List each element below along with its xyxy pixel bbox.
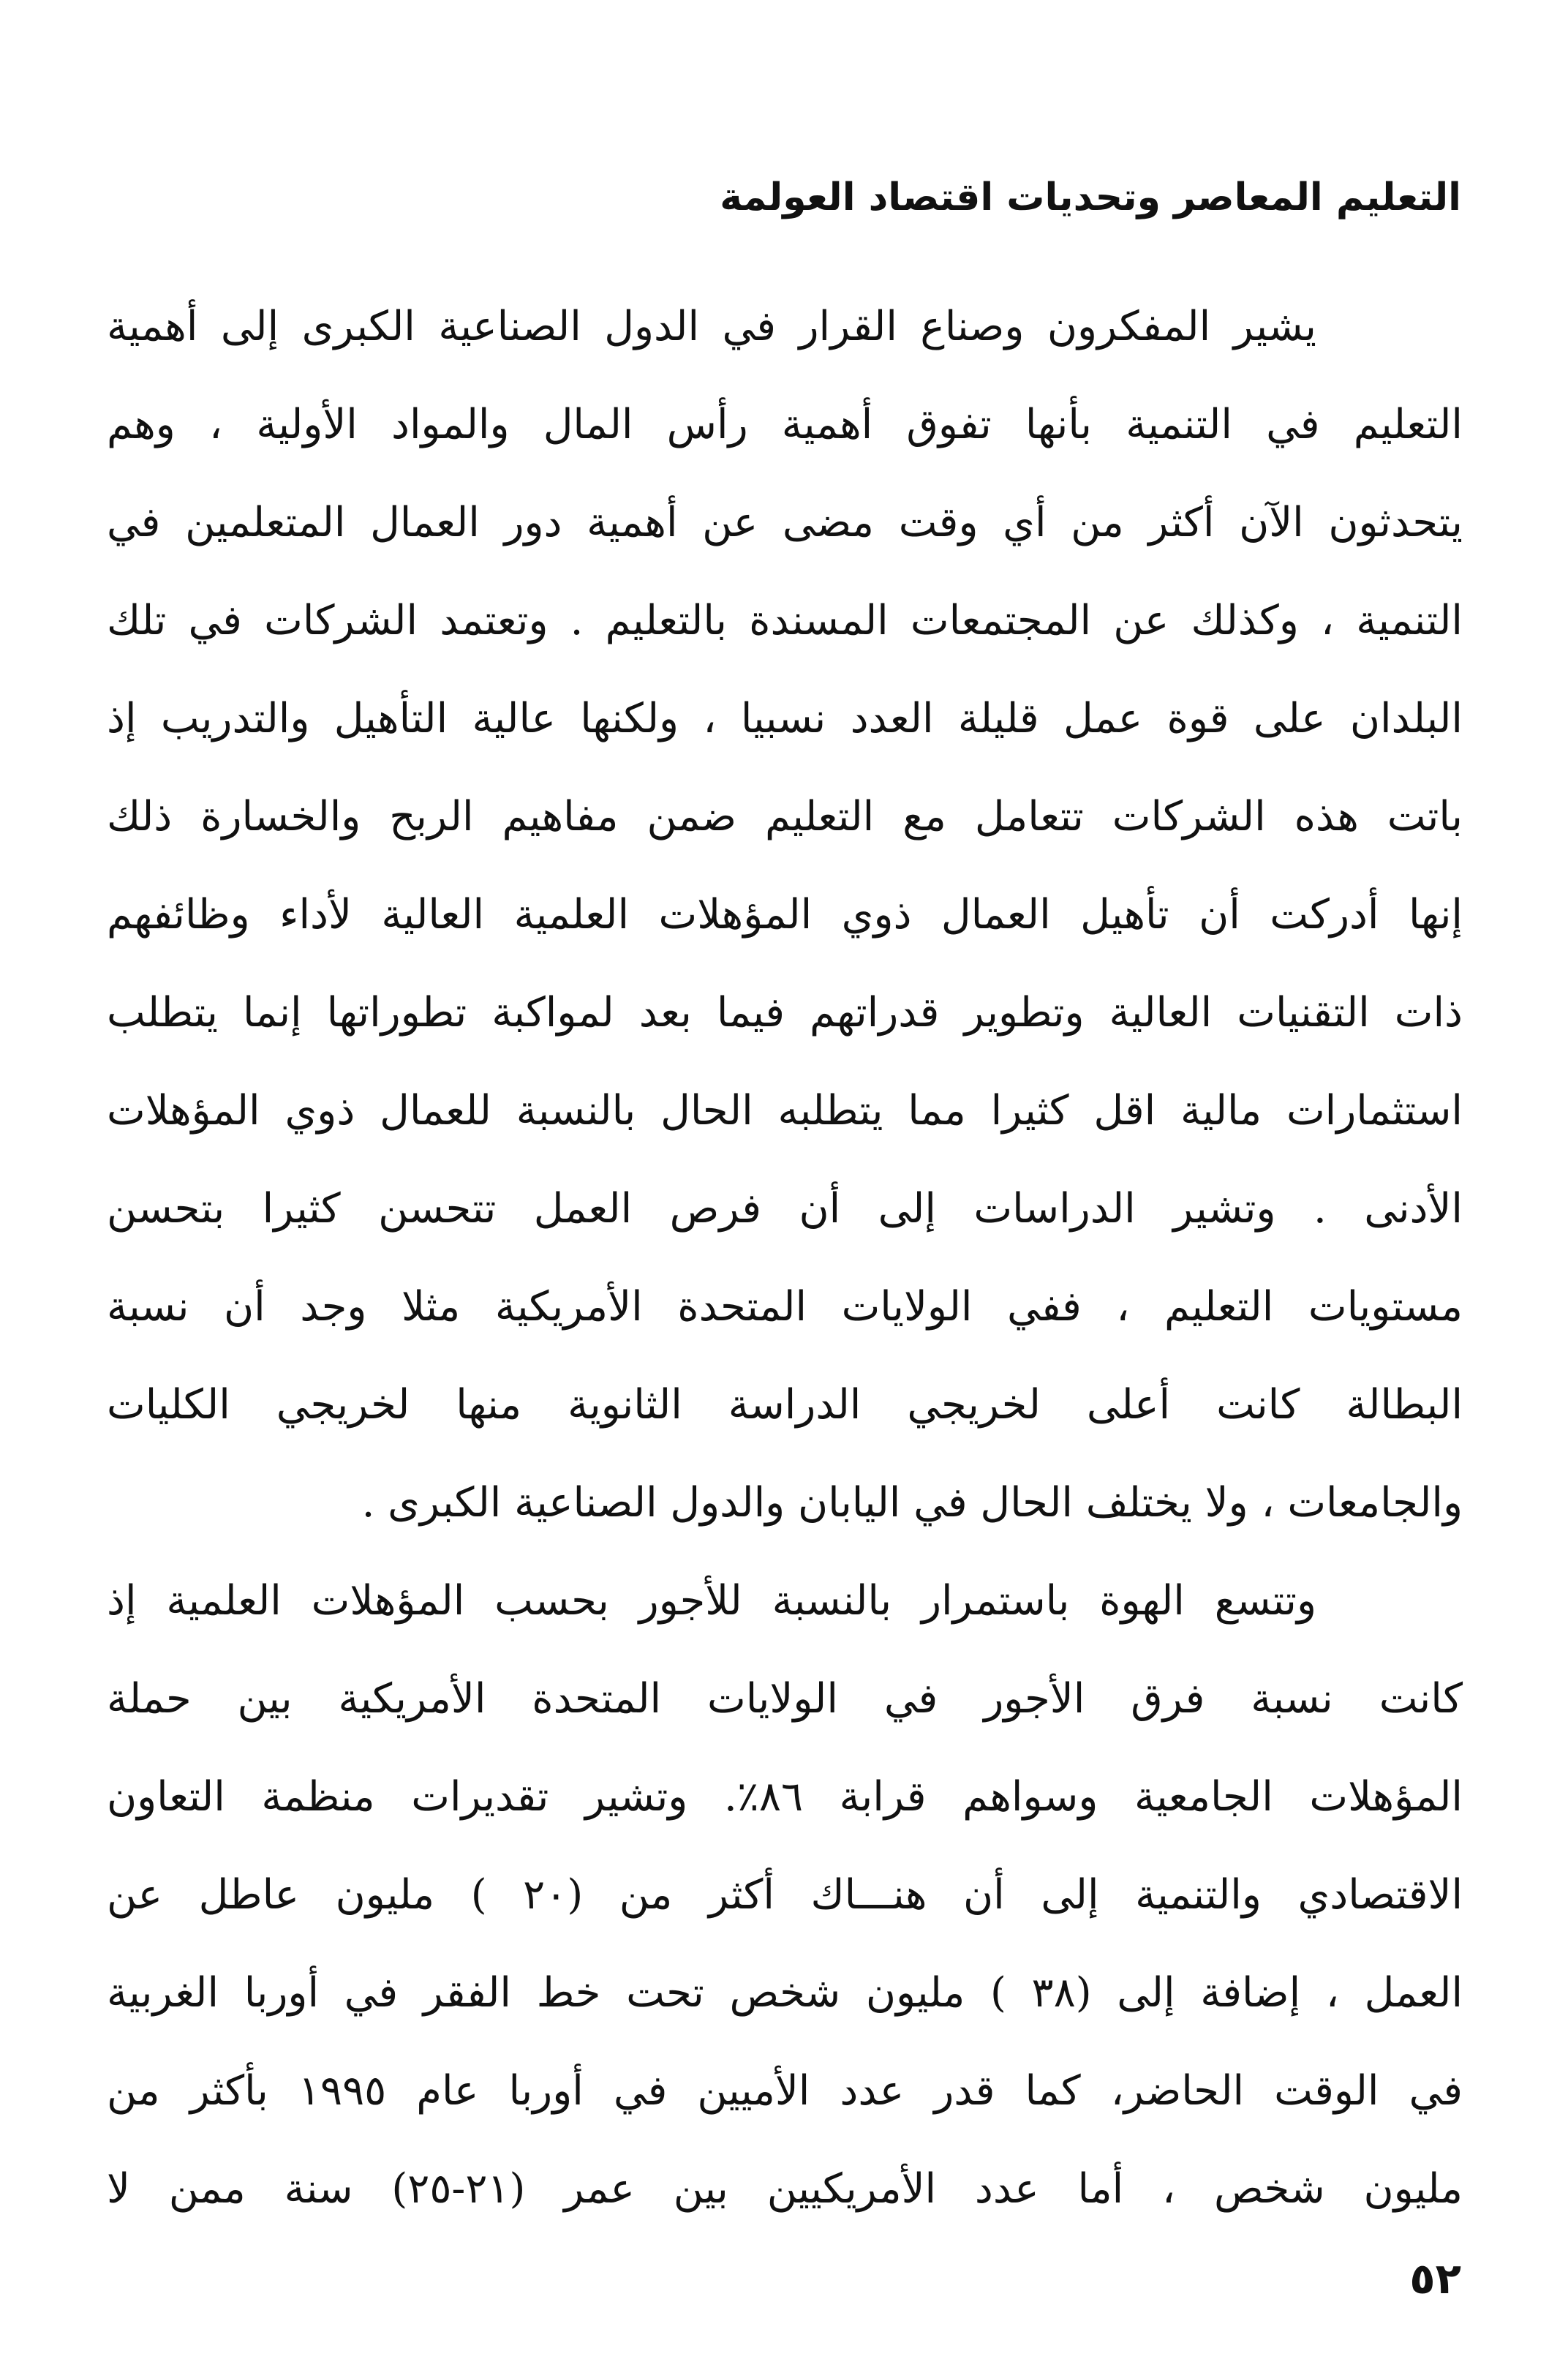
body-text xyxy=(107,278,1463,2238)
text-line: البطالة كانت أعلى لخريجي الدراسة الثانوية منها لخريجي الكليات xyxy=(107,1381,1463,1429)
text-line: إنها أدركت أن تأهيل العمال ذوي المؤهلات العلمية العالية لأداء وظائفهم xyxy=(107,891,1463,938)
running-header: التعليم المعاصر وتحديات اقتصاد العولمة xyxy=(720,176,1461,219)
text-line: والجامعات ، ولا يختلف الحال في اليابان والدول الصناعية الكبرى . xyxy=(361,1479,1463,1527)
text-line: في الوقت الحاضر، كما قدر عدد الأميين في أوربا عام ١٩٩٥ بأكثر من xyxy=(107,2067,1463,2115)
text-line: المؤهلات الجامعية وسواهم قرابة ٨٦٪. وتشير تقديرات منظمة التعاون xyxy=(107,1773,1463,1821)
paragraph-1 xyxy=(107,278,1463,1552)
text-line: يشير المفكرون وصناع القرار في الدول الصناعية الكبرى إلى أهمية xyxy=(107,303,1316,350)
text-line: التنمية ، وكذلك عن المجتمعات المسندة بالتعليم . وتعتمد الشركات في تلك xyxy=(107,597,1463,644)
text-line: وتتسع الهوة باستمرار بالنسبة للأجور بحسب المؤهلات العلمية إذ xyxy=(107,1577,1316,1625)
page-number: ٥٢ xyxy=(1409,2254,1461,2303)
paragraph-2 xyxy=(107,1552,1463,2238)
text-line: يتحدثون الآن أكثر من أي وقت مضى عن أهمية دور العمال المتعلمين في xyxy=(107,499,1463,546)
text-line: العمل ، إضافة إلى (٣٨ ) مليون شخص تحت خط الفقر في أوربا الغربية xyxy=(107,1969,1463,2017)
text-line: باتت هذه الشركات تتعامل مع التعليم ضمن مفاهيم الربح والخسارة ذلك xyxy=(107,793,1463,840)
text-line: استثمارات مالية اقل كثيرا مما يتطلبه الحال بالنسبة للعمال ذوي المؤهلات xyxy=(107,1087,1463,1135)
text-line: مستويات التعليم ، ففي الولايات المتحدة الأمريكية مثلا وجد أن نسبة xyxy=(107,1283,1463,1331)
text-line: كانت نسبة فرق الأجور في الولايات المتحدة الأمريكية بين حملة xyxy=(107,1675,1463,1723)
text-line: البلدان على قوة عمل قليلة العدد نسبيا ، ولكنها عالية التأهيل والتدريب إذ xyxy=(107,695,1463,742)
text-line: التعليم في التنمية بأنها تفوق أهمية رأس المال والمواد الأولية ، وهم xyxy=(107,401,1463,448)
text-line: مليون شخص ، أما عدد الأمريكيين بين عمر (٢١-٢٥) سنة ممن لا xyxy=(107,2165,1463,2213)
text-line: الاقتصادي والتنمية إلى أن هنـــاك أكثر من (٢٠ ) مليون عاطل عن xyxy=(107,1871,1463,1919)
text-line: ذات التقنيات العالية وتطوير قدراتهم فيما بعد لمواكبة تطوراتها إنما يتطلب xyxy=(107,989,1463,1037)
text-line: الأدنى . وتشير الدراسات إلى أن فرص العمل تتحسن كثيرا بتحسن xyxy=(107,1185,1463,1233)
